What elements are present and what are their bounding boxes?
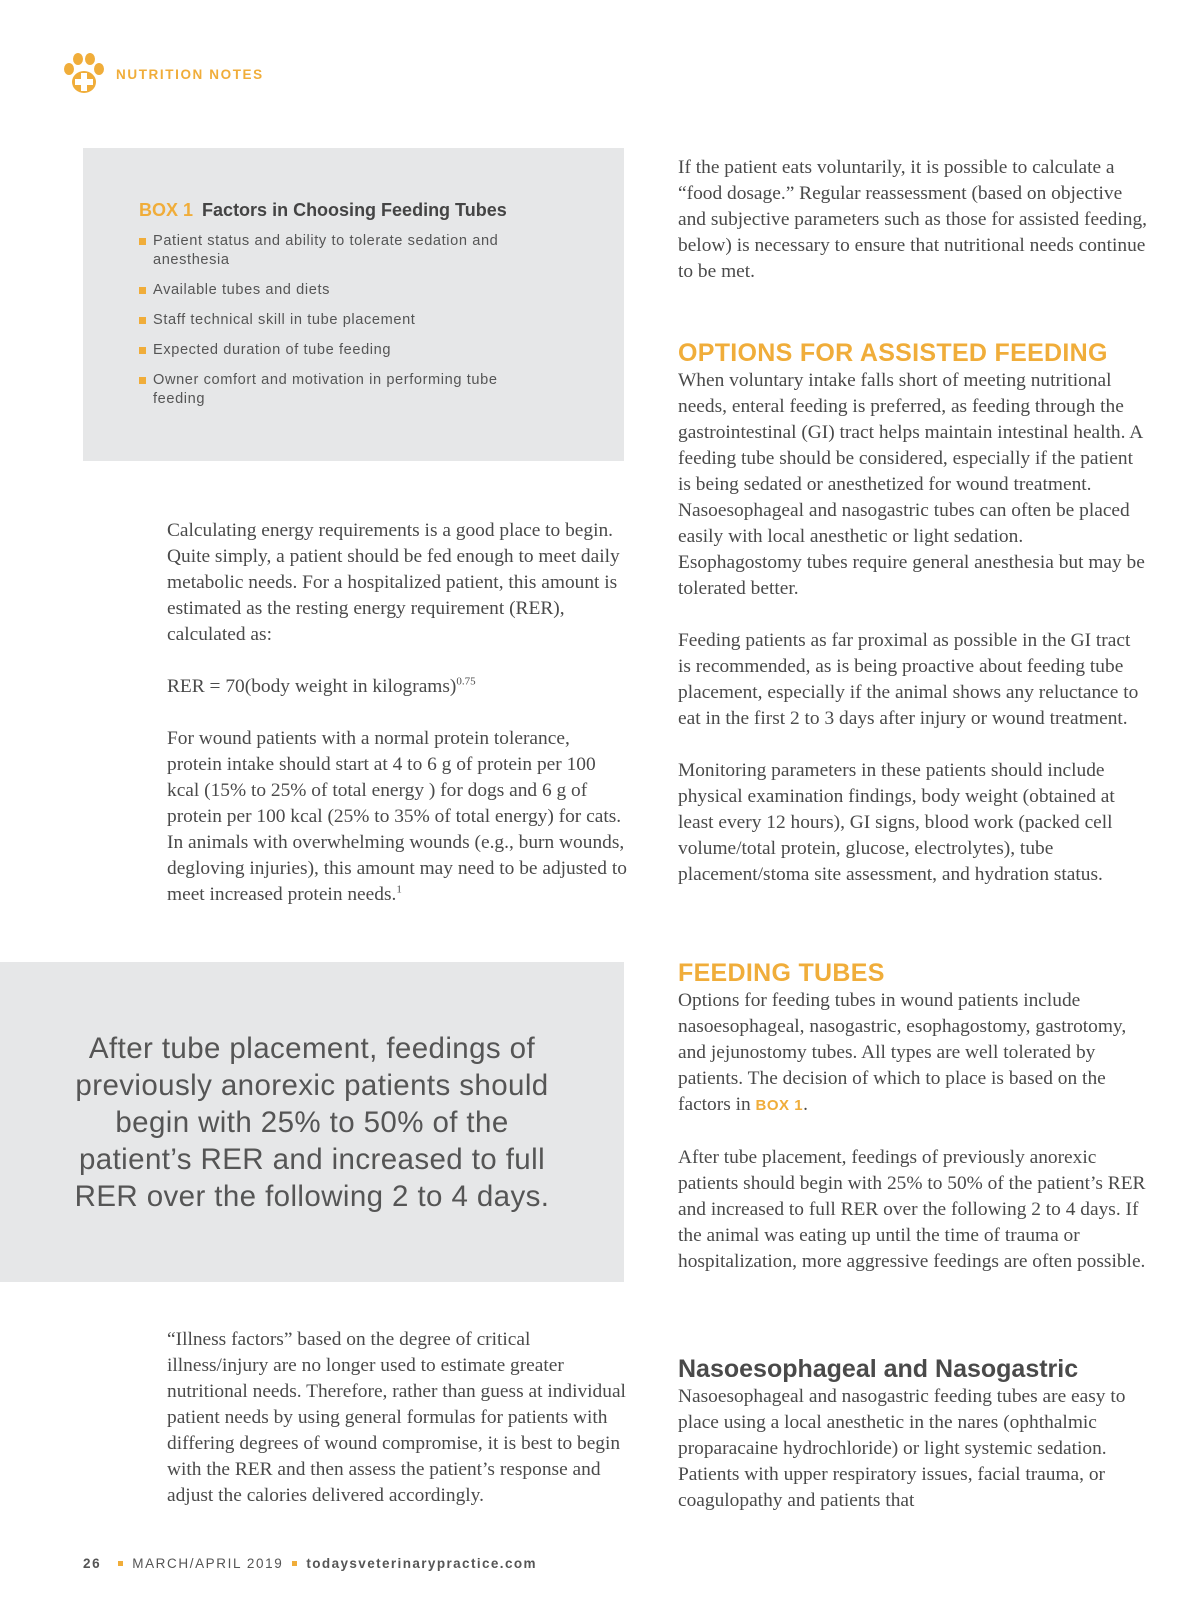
reference-1: 1 bbox=[396, 883, 402, 896]
separator-square-icon bbox=[292, 1561, 297, 1566]
box1-tag: BOX 1 bbox=[139, 200, 194, 220]
bullet-square-icon bbox=[139, 287, 146, 294]
page-footer bbox=[83, 1556, 537, 1571]
food-dosage-paragraph: If the patient eats voluntarily, it is possible to calculate a “food dosage.” Regular reassessment (based on objective and subjective parameters such as those for assisted feeding, below) is necessary to ensure that nutritional needs continue to be met. bbox=[678, 157, 1147, 282]
bullet-square-icon bbox=[139, 347, 146, 354]
bullet-square-icon bbox=[139, 317, 146, 324]
box1-reference-link[interactable]: BOX 1 bbox=[755, 1097, 804, 1114]
box1-sidebar bbox=[83, 148, 624, 461]
tubes-paragraph-2: After tube placement, feedings of previously anorexic patients should begin with 25% to 50% of the patient’s RER and increased to full RER over the following 2 to 4 days. If the animal was eating up until the time of trauma or hospitalization, more aggressive feedings are often possible. bbox=[678, 1147, 1146, 1272]
section-header bbox=[60, 52, 264, 96]
box1-item: Owner comfort and motivation in performing tube feeding bbox=[139, 371, 519, 409]
page-number: 26 bbox=[83, 1556, 102, 1571]
box1-title bbox=[139, 200, 584, 221]
energy-paragraph: Calculating energy requirements is a good place to begin. Quite simply, a patient should be fed enough to meet daily metabolic needs. For a hospitalized patient, this amount is estimated as the resting energy requirement (RER), calculated as: bbox=[167, 520, 620, 645]
protein-paragraph: For wound patients with a normal protein tolerance, protein intake should start at 4 to 6 g of protein per 100 kcal (15% to 25% of total energy ) for dogs and 6 g of protein per 100 kcal (25% to 35% of total energy) for cats. In animals with overwhelming wounds (e.g., burn wounds, degloving injuries), this amount may need to be adjusted to meet increased protein needs.$^1$ bbox=[167, 728, 627, 905]
box1-item: Available tubes and diets bbox=[139, 281, 519, 300]
options-heading: OPTIONS FOR ASSISTED FEEDING bbox=[678, 339, 1108, 367]
pull-quote-text: After tube placement, feedings of previously anorexic patients should begin with 25% to 50% of the patient’s RER and increased to full RER over the following 2 to 4 days. bbox=[74, 1031, 550, 1213]
rer-formula: RER = 70(body weight in kilograms)$^{0.75}$ bbox=[167, 675, 476, 697]
box1-title-text: Factors in Choosing Feeding Tubes bbox=[202, 200, 507, 220]
illness-factors-paragraph: “Illness factors” based on the degree of critical illness/injury are no longer used to estimate greater nutritional needs. Therefore, rather than guess at individual patient needs by using general formulas for patients with differing degrees of wound compromise, it is best to begin with the RER and then assess the patient’s response and adjust the calories delivered accordingly. bbox=[167, 1329, 626, 1506]
right-column-tubes bbox=[678, 958, 1148, 1301]
left-column-bottom bbox=[167, 1327, 627, 1535]
right-column-naso bbox=[678, 1354, 1148, 1540]
bullet-square-icon bbox=[139, 238, 146, 245]
naso-subheading: Nasoesophageal and Nasogastric bbox=[678, 1355, 1079, 1383]
box1-list bbox=[139, 232, 584, 409]
issue-date: MARCH/APRIL 2019 bbox=[132, 1556, 284, 1571]
right-column-options bbox=[678, 338, 1148, 914]
bullet-square-icon bbox=[139, 377, 146, 384]
box1-item: Expected duration of tube feeding bbox=[139, 341, 519, 360]
pull-quote bbox=[0, 962, 624, 1282]
naso-paragraph: Nasoesophageal and nasogastric feeding tubes are easy to place using a local anesthetic in the nares (ophthalmic proparacaine hydrochloride) or light systemic sedation. Patients with upper respiratory issues, facial trauma, or coagulopathy and patients that bbox=[678, 1386, 1126, 1511]
options-paragraph-2: Feeding patients as far proximal as possible in the GI tract is recommended, as is being proactive about feeding tube placement, especially if the animal shows any reluctance to eat in the first 2 to 3 days after injury or wound treatment. bbox=[678, 630, 1139, 729]
header-label: NUTRITION NOTES bbox=[116, 66, 264, 82]
feeding-tubes-heading: FEEDING TUBES bbox=[678, 959, 885, 987]
tubes-paragraph-1: Options for feeding tubes in wound patients include nasoesophageal, nasogastric, esophagostomy, gastrotomy, and jejunostomy tubes. All types are well tolerated by patients. The decision of which to place is based on the factors in BOX 1. bbox=[678, 990, 1127, 1115]
options-paragraph-3: Monitoring parameters in these patients should include physical examination findings, body weight (obtained at least every 12 hours), GI signs, blood work (packed cell volume/total protein, glucose, electrolytes), tube placement/stoma site assessment, and hydration status. bbox=[678, 760, 1115, 885]
website-link[interactable]: todaysveterinarypractice.com bbox=[306, 1556, 537, 1571]
box1-item: Patient status and ability to tolerate sedation and anesthesia bbox=[139, 232, 519, 270]
left-column-top bbox=[167, 518, 627, 934]
right-column-intro bbox=[678, 155, 1148, 311]
formula-exponent: 0.75 bbox=[456, 675, 476, 688]
separator-square-icon bbox=[118, 1561, 123, 1566]
box1-item: Staff technical skill in tube placement bbox=[139, 311, 519, 330]
options-paragraph-1: When voluntary intake falls short of meeting nutritional needs, enteral feeding is preferred, as feeding through the gastrointestinal (GI) tract helps maintain intestinal health. A feeding tube should be considered, especially if the patient is being sedated or anesthetized for wound treatment. Nasoesophageal and nasogastric tubes can often be placed easily with local anesthetic or light sedation. Esophagostomy tubes require general anesthesia but may be tolerated better. bbox=[678, 370, 1145, 599]
paw-cross-icon bbox=[60, 52, 106, 96]
